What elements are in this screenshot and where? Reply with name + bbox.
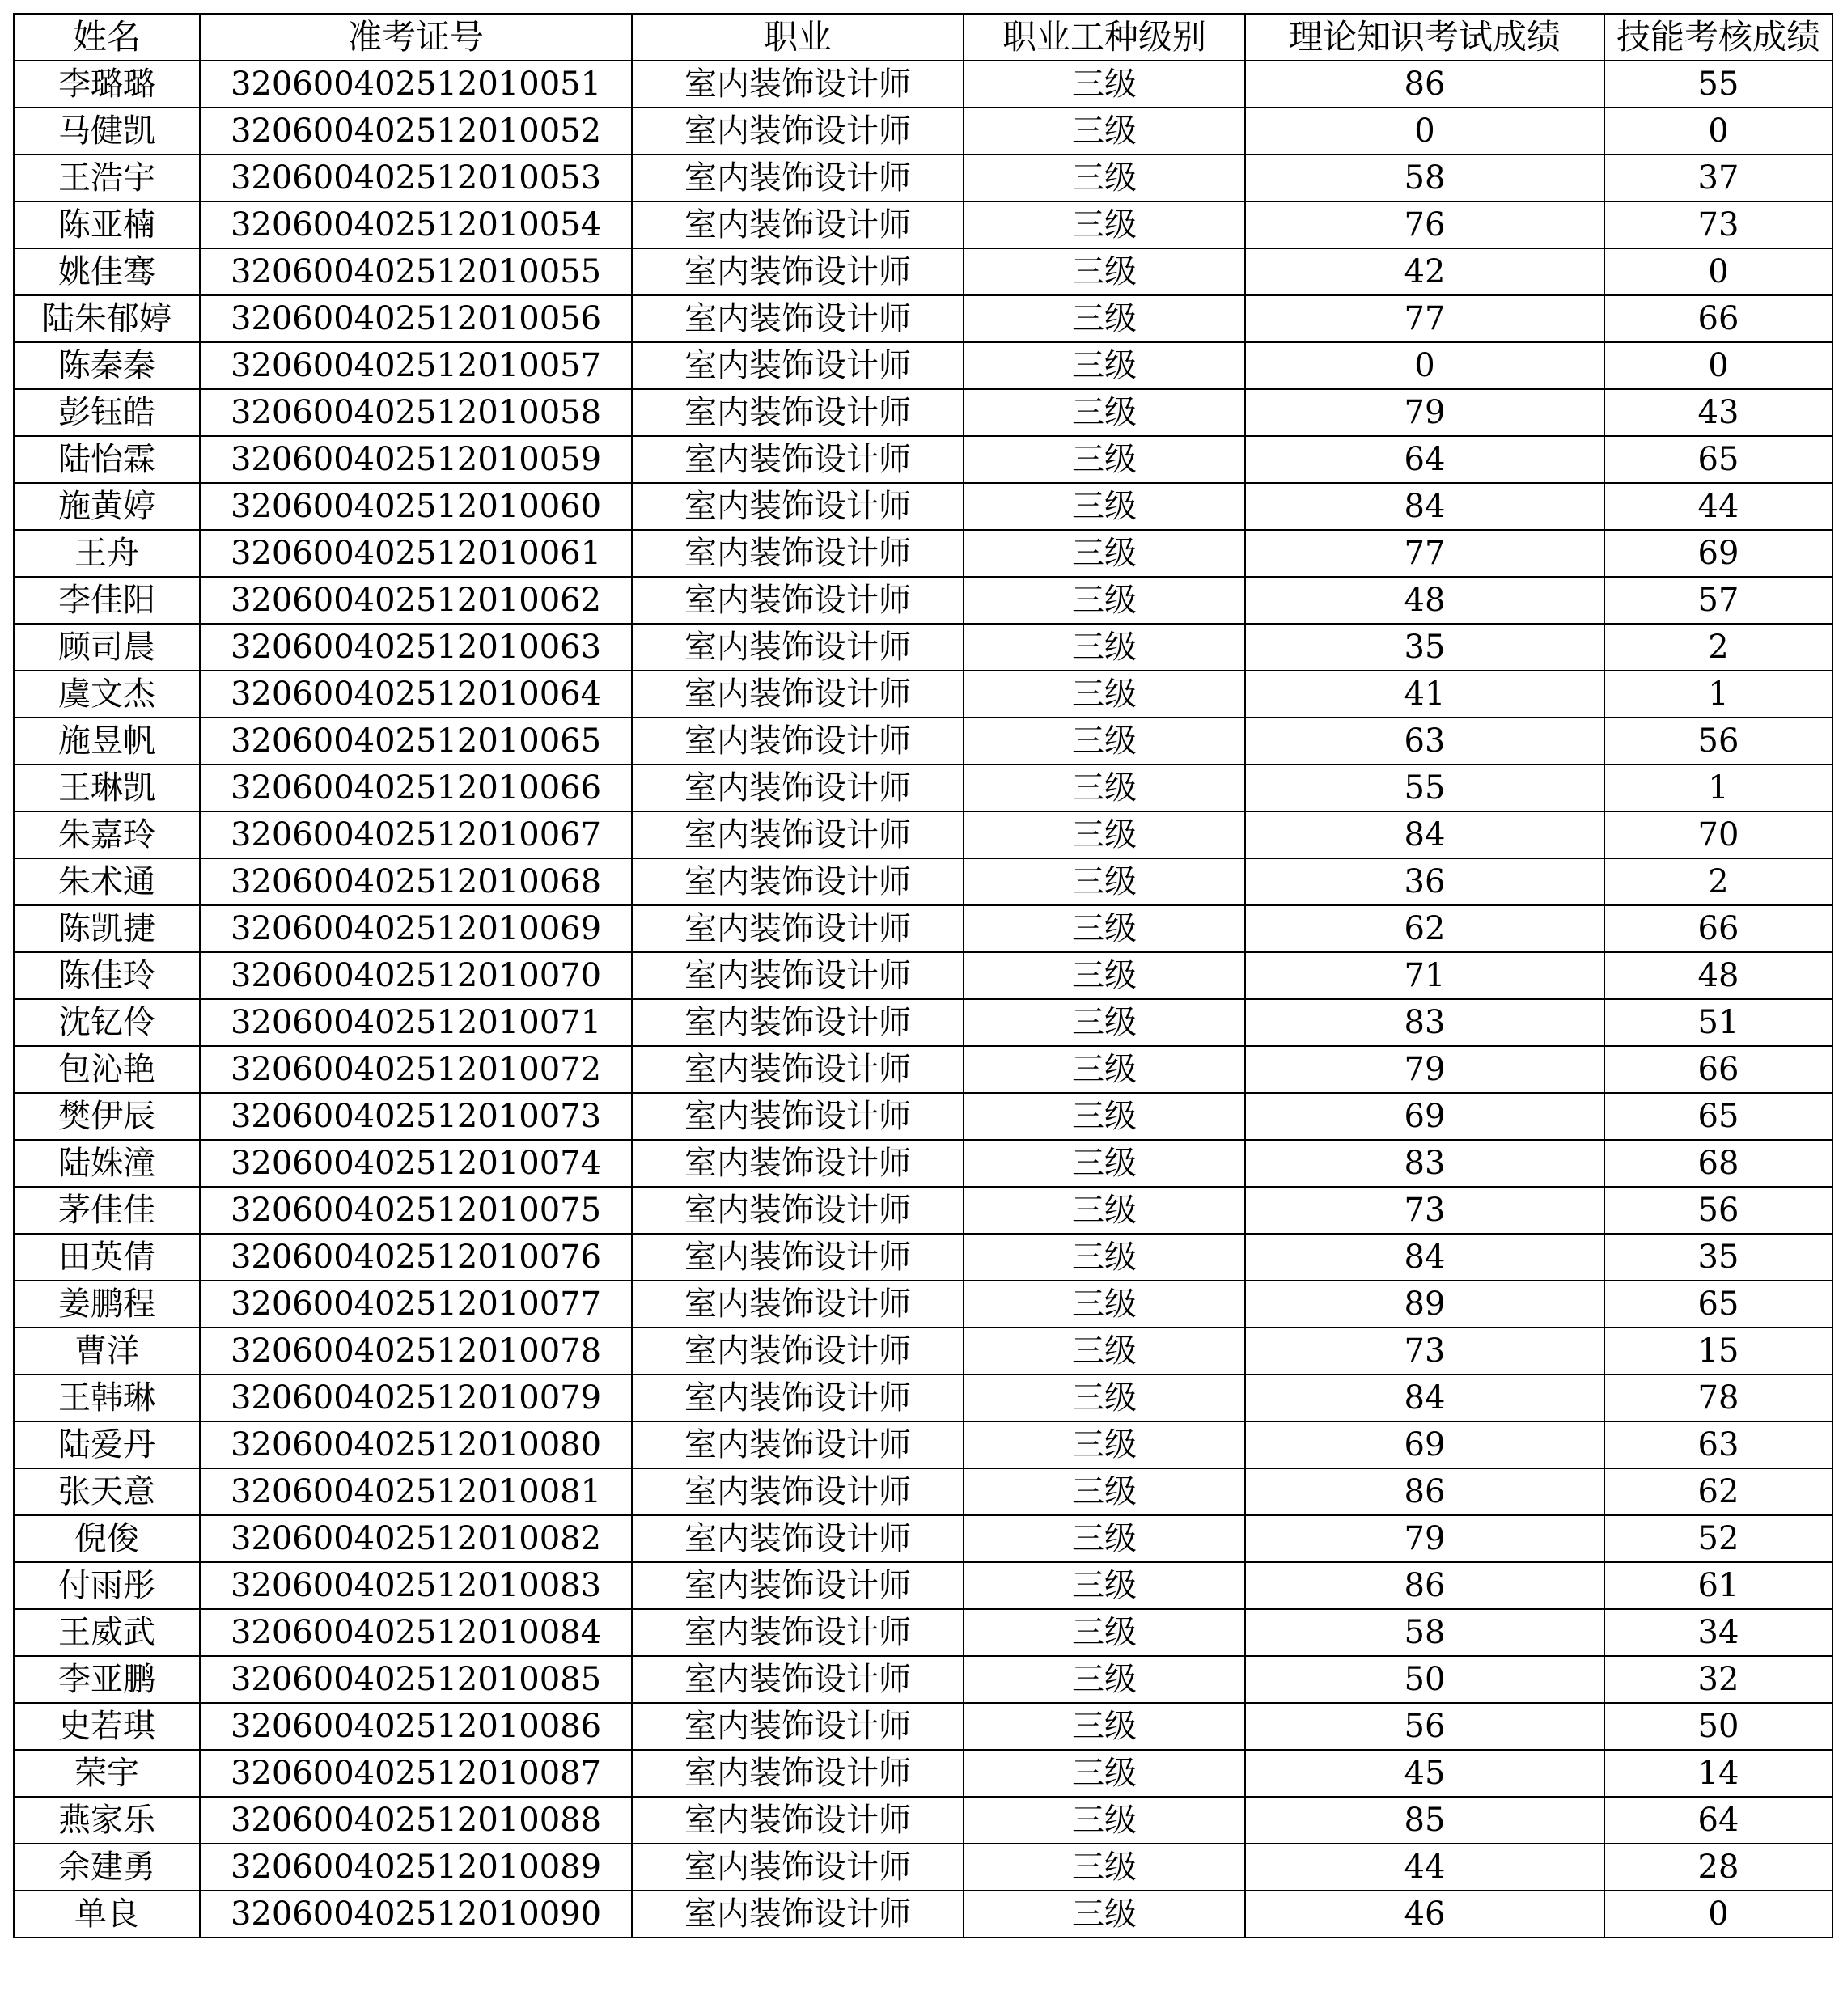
cell-exam-id: 320600402512010064: [200, 671, 632, 718]
cell-name: 燕家乐: [14, 1797, 200, 1844]
cell-exam-id: 320600402512010080: [200, 1421, 632, 1468]
cell-theory-score: 0: [1245, 108, 1604, 155]
cell-occupation: 室内装饰设计师: [632, 1891, 964, 1938]
cell-level: 三级: [964, 1750, 1245, 1797]
header-level: 职业工种级别: [964, 14, 1245, 61]
cell-exam-id: 320600402512010053: [200, 155, 632, 201]
cell-theory-score: 63: [1245, 718, 1604, 764]
cell-exam-id: 320600402512010063: [200, 624, 632, 671]
cell-occupation: 室内装饰设计师: [632, 952, 964, 999]
cell-skill-score: 66: [1604, 295, 1832, 342]
cell-name: 樊伊辰: [14, 1093, 200, 1140]
cell-name: 李佳阳: [14, 577, 200, 624]
cell-name: 陆爱丹: [14, 1421, 200, 1468]
cell-occupation: 室内装饰设计师: [632, 1421, 964, 1468]
cell-theory-score: 76: [1245, 201, 1604, 248]
cell-occupation: 室内装饰设计师: [632, 1515, 964, 1562]
header-skill-score: 技能考核成绩: [1604, 14, 1832, 61]
cell-name: 王琳凯: [14, 764, 200, 811]
cell-occupation: 室内装饰设计师: [632, 1093, 964, 1140]
cell-occupation: 室内装饰设计师: [632, 718, 964, 764]
score-sheet: [13, 13, 1832, 1938]
cell-exam-id: 320600402512010074: [200, 1140, 632, 1187]
cell-skill-score: 57: [1604, 577, 1832, 624]
cell-name: 付雨彤: [14, 1562, 200, 1609]
cell-name: 余建勇: [14, 1844, 200, 1891]
cell-occupation: 室内装饰设计师: [632, 389, 964, 436]
cell-theory-score: 86: [1245, 1562, 1604, 1609]
cell-occupation: 室内装饰设计师: [632, 1703, 964, 1750]
cell-level: 三级: [964, 1609, 1245, 1656]
cell-exam-id: 320600402512010087: [200, 1750, 632, 1797]
cell-level: 三级: [964, 1140, 1245, 1187]
header-occupation: 职业: [632, 14, 964, 61]
cell-level: 三级: [964, 1281, 1245, 1328]
table-row: [14, 1421, 1832, 1468]
cell-skill-score: 56: [1604, 1187, 1832, 1234]
cell-theory-score: 73: [1245, 1328, 1604, 1374]
cell-theory-score: 89: [1245, 1281, 1604, 1328]
cell-skill-score: 15: [1604, 1328, 1832, 1374]
cell-occupation: 室内装饰设计师: [632, 201, 964, 248]
table-row: [14, 1374, 1832, 1421]
table-row: [14, 1328, 1832, 1374]
cell-skill-score: 73: [1604, 201, 1832, 248]
cell-exam-id: 320600402512010066: [200, 764, 632, 811]
table-row: [14, 811, 1832, 858]
cell-name: 朱术通: [14, 858, 200, 905]
cell-skill-score: 64: [1604, 1797, 1832, 1844]
cell-occupation: 室内装饰设计师: [632, 295, 964, 342]
cell-exam-id: 320600402512010085: [200, 1656, 632, 1703]
cell-theory-score: 35: [1245, 624, 1604, 671]
table-row: [14, 1046, 1832, 1093]
cell-theory-score: 79: [1245, 389, 1604, 436]
cell-name: 彭钰皓: [14, 389, 200, 436]
cell-occupation: 室内装饰设计师: [632, 1609, 964, 1656]
cell-skill-score: 51: [1604, 999, 1832, 1046]
cell-theory-score: 45: [1245, 1750, 1604, 1797]
cell-skill-score: 66: [1604, 1046, 1832, 1093]
cell-occupation: 室内装饰设计师: [632, 108, 964, 155]
cell-theory-score: 77: [1245, 295, 1604, 342]
cell-theory-score: 48: [1245, 577, 1604, 624]
cell-name: 陆姝潼: [14, 1140, 200, 1187]
header-name: 姓名: [14, 14, 200, 61]
cell-occupation: 室内装饰设计师: [632, 1562, 964, 1609]
cell-occupation: 室内装饰设计师: [632, 1844, 964, 1891]
cell-theory-score: 73: [1245, 1187, 1604, 1234]
cell-skill-score: 44: [1604, 483, 1832, 530]
table-row: [14, 999, 1832, 1046]
table-row: [14, 1234, 1832, 1281]
cell-name: 马健凯: [14, 108, 200, 155]
cell-exam-id: 320600402512010069: [200, 905, 632, 952]
cell-theory-score: 77: [1245, 530, 1604, 577]
cell-exam-id: 320600402512010061: [200, 530, 632, 577]
cell-exam-id: 320600402512010057: [200, 342, 632, 389]
table-row: [14, 718, 1832, 764]
cell-skill-score: 52: [1604, 1515, 1832, 1562]
table-row: [14, 389, 1832, 436]
table-row: [14, 624, 1832, 671]
cell-level: 三级: [964, 1891, 1245, 1938]
cell-exam-id: 320600402512010084: [200, 1609, 632, 1656]
cell-skill-score: 35: [1604, 1234, 1832, 1281]
cell-occupation: 室内装饰设计师: [632, 1046, 964, 1093]
cell-skill-score: 50: [1604, 1703, 1832, 1750]
cell-occupation: 室内装饰设计师: [632, 1468, 964, 1515]
cell-name: 沈钇伶: [14, 999, 200, 1046]
cell-name: 陈秦秦: [14, 342, 200, 389]
table-row: [14, 1515, 1832, 1562]
table-row: [14, 764, 1832, 811]
cell-level: 三级: [964, 999, 1245, 1046]
cell-level: 三级: [964, 1468, 1245, 1515]
cell-name: 施昱帆: [14, 718, 200, 764]
cell-skill-score: 34: [1604, 1609, 1832, 1656]
cell-exam-id: 320600402512010052: [200, 108, 632, 155]
cell-skill-score: 56: [1604, 718, 1832, 764]
table-row: [14, 858, 1832, 905]
cell-level: 三级: [964, 436, 1245, 483]
cell-name: 田英倩: [14, 1234, 200, 1281]
cell-occupation: 室内装饰设计师: [632, 999, 964, 1046]
cell-exam-id: 320600402512010081: [200, 1468, 632, 1515]
cell-skill-score: 2: [1604, 858, 1832, 905]
cell-exam-id: 320600402512010079: [200, 1374, 632, 1421]
cell-name: 陈佳玲: [14, 952, 200, 999]
cell-occupation: 室内装饰设计师: [632, 1328, 964, 1374]
cell-exam-id: 320600402512010059: [200, 436, 632, 483]
table-row: [14, 577, 1832, 624]
cell-level: 三级: [964, 1562, 1245, 1609]
table-row: [14, 1281, 1832, 1328]
cell-theory-score: 69: [1245, 1421, 1604, 1468]
cell-theory-score: 69: [1245, 1093, 1604, 1140]
score-table: [13, 13, 1833, 1938]
cell-level: 三级: [964, 1234, 1245, 1281]
cell-name: 陈凯捷: [14, 905, 200, 952]
cell-occupation: 室内装饰设计师: [632, 858, 964, 905]
header-exam-id: 准考证号: [200, 14, 632, 61]
cell-name: 曹洋: [14, 1328, 200, 1374]
table-row: [14, 530, 1832, 577]
cell-level: 三级: [964, 201, 1245, 248]
table-row: [14, 1093, 1832, 1140]
cell-occupation: 室内装饰设计师: [632, 905, 964, 952]
cell-name: 李亚鹏: [14, 1656, 200, 1703]
cell-exam-id: 320600402512010082: [200, 1515, 632, 1562]
cell-exam-id: 320600402512010060: [200, 483, 632, 530]
table-row: [14, 1562, 1832, 1609]
cell-level: 三级: [964, 483, 1245, 530]
cell-level: 三级: [964, 1187, 1245, 1234]
table-row: [14, 671, 1832, 718]
cell-exam-id: 320600402512010065: [200, 718, 632, 764]
cell-theory-score: 84: [1245, 1234, 1604, 1281]
cell-theory-score: 36: [1245, 858, 1604, 905]
cell-exam-id: 320600402512010090: [200, 1891, 632, 1938]
table-row: [14, 483, 1832, 530]
cell-theory-score: 86: [1245, 61, 1604, 108]
cell-level: 三级: [964, 108, 1245, 155]
cell-skill-score: 48: [1604, 952, 1832, 999]
cell-skill-score: 62: [1604, 1468, 1832, 1515]
table-row: [14, 1703, 1832, 1750]
cell-theory-score: 84: [1245, 811, 1604, 858]
table-row: [14, 1844, 1832, 1891]
cell-name: 倪俊: [14, 1515, 200, 1562]
table-row: [14, 1797, 1832, 1844]
cell-skill-score: 0: [1604, 1891, 1832, 1938]
cell-name: 施黄婷: [14, 483, 200, 530]
cell-skill-score: 1: [1604, 671, 1832, 718]
cell-exam-id: 320600402512010055: [200, 248, 632, 295]
cell-name: 姜鹏程: [14, 1281, 200, 1328]
cell-occupation: 室内装饰设计师: [632, 577, 964, 624]
cell-level: 三级: [964, 1844, 1245, 1891]
cell-occupation: 室内装饰设计师: [632, 764, 964, 811]
cell-level: 三级: [964, 1703, 1245, 1750]
cell-theory-score: 83: [1245, 1140, 1604, 1187]
cell-level: 三级: [964, 811, 1245, 858]
cell-exam-id: 320600402512010076: [200, 1234, 632, 1281]
cell-level: 三级: [964, 858, 1245, 905]
table-row: [14, 905, 1832, 952]
cell-level: 三级: [964, 342, 1245, 389]
cell-level: 三级: [964, 1046, 1245, 1093]
cell-skill-score: 55: [1604, 61, 1832, 108]
cell-theory-score: 79: [1245, 1046, 1604, 1093]
cell-name: 史若琪: [14, 1703, 200, 1750]
cell-skill-score: 65: [1604, 1093, 1832, 1140]
table-row: [14, 108, 1832, 155]
cell-occupation: 室内装饰设计师: [632, 1281, 964, 1328]
cell-level: 三级: [964, 905, 1245, 952]
cell-skill-score: 68: [1604, 1140, 1832, 1187]
cell-level: 三级: [964, 1421, 1245, 1468]
cell-theory-score: 71: [1245, 952, 1604, 999]
table-row: [14, 952, 1832, 999]
cell-skill-score: 61: [1604, 1562, 1832, 1609]
cell-exam-id: 320600402512010067: [200, 811, 632, 858]
cell-level: 三级: [964, 1093, 1245, 1140]
cell-exam-id: 320600402512010083: [200, 1562, 632, 1609]
cell-exam-id: 320600402512010062: [200, 577, 632, 624]
cell-occupation: 室内装饰设计师: [632, 624, 964, 671]
cell-level: 三级: [964, 1328, 1245, 1374]
cell-skill-score: 1: [1604, 764, 1832, 811]
table-row: [14, 1656, 1832, 1703]
cell-level: 三级: [964, 155, 1245, 201]
cell-occupation: 室内装饰设计师: [632, 1374, 964, 1421]
cell-level: 三级: [964, 1374, 1245, 1421]
cell-skill-score: 32: [1604, 1656, 1832, 1703]
cell-name: 陆怡霖: [14, 436, 200, 483]
cell-occupation: 室内装饰设计师: [632, 1656, 964, 1703]
table-row: [14, 248, 1832, 295]
table-row: [14, 1750, 1832, 1797]
cell-name: 顾司晨: [14, 624, 200, 671]
cell-exam-id: 320600402512010071: [200, 999, 632, 1046]
cell-name: 虞文杰: [14, 671, 200, 718]
cell-level: 三级: [964, 248, 1245, 295]
cell-occupation: 室内装饰设计师: [632, 671, 964, 718]
cell-level: 三级: [964, 295, 1245, 342]
cell-exam-id: 320600402512010068: [200, 858, 632, 905]
cell-theory-score: 56: [1245, 1703, 1604, 1750]
cell-name: 李璐璐: [14, 61, 200, 108]
cell-theory-score: 42: [1245, 248, 1604, 295]
table-row: [14, 295, 1832, 342]
header-theory-score: 理论知识考试成绩: [1245, 14, 1604, 61]
cell-skill-score: 65: [1604, 1281, 1832, 1328]
cell-skill-score: 0: [1604, 248, 1832, 295]
cell-level: 三级: [964, 61, 1245, 108]
cell-occupation: 室内装饰设计师: [632, 530, 964, 577]
cell-name: 单良: [14, 1891, 200, 1938]
cell-level: 三级: [964, 952, 1245, 999]
cell-theory-score: 46: [1245, 1891, 1604, 1938]
cell-theory-score: 58: [1245, 155, 1604, 201]
table-row: [14, 342, 1832, 389]
cell-exam-id: 320600402512010089: [200, 1844, 632, 1891]
header-row: [14, 14, 1832, 61]
cell-level: 三级: [964, 1656, 1245, 1703]
table-row: [14, 1187, 1832, 1234]
cell-theory-score: 58: [1245, 1609, 1604, 1656]
cell-exam-id: 320600402512010072: [200, 1046, 632, 1093]
table-row: [14, 1609, 1832, 1656]
cell-level: 三级: [964, 530, 1245, 577]
cell-exam-id: 320600402512010054: [200, 201, 632, 248]
cell-theory-score: 84: [1245, 1374, 1604, 1421]
cell-theory-score: 84: [1245, 483, 1604, 530]
cell-occupation: 室内装饰设计师: [632, 1140, 964, 1187]
cell-exam-id: 320600402512010070: [200, 952, 632, 999]
cell-occupation: 室内装饰设计师: [632, 1187, 964, 1234]
cell-occupation: 室内装饰设计师: [632, 483, 964, 530]
cell-occupation: 室内装饰设计师: [632, 1750, 964, 1797]
cell-theory-score: 0: [1245, 342, 1604, 389]
cell-name: 茅佳佳: [14, 1187, 200, 1234]
cell-skill-score: 65: [1604, 436, 1832, 483]
cell-skill-score: 43: [1604, 389, 1832, 436]
table-body: [14, 61, 1832, 1938]
cell-theory-score: 86: [1245, 1468, 1604, 1515]
cell-exam-id: 320600402512010051: [200, 61, 632, 108]
cell-name: 朱嘉玲: [14, 811, 200, 858]
cell-name: 姚佳骞: [14, 248, 200, 295]
cell-occupation: 室内装饰设计师: [632, 155, 964, 201]
cell-name: 王浩宇: [14, 155, 200, 201]
cell-level: 三级: [964, 718, 1245, 764]
cell-theory-score: 85: [1245, 1797, 1604, 1844]
cell-name: 王威武: [14, 1609, 200, 1656]
table-row: [14, 61, 1832, 108]
cell-skill-score: 66: [1604, 905, 1832, 952]
cell-theory-score: 79: [1245, 1515, 1604, 1562]
cell-level: 三级: [964, 624, 1245, 671]
cell-theory-score: 62: [1245, 905, 1604, 952]
cell-level: 三级: [964, 1797, 1245, 1844]
cell-exam-id: 320600402512010058: [200, 389, 632, 436]
cell-theory-score: 55: [1245, 764, 1604, 811]
cell-skill-score: 78: [1604, 1374, 1832, 1421]
cell-exam-id: 320600402512010056: [200, 295, 632, 342]
cell-level: 三级: [964, 577, 1245, 624]
cell-exam-id: 320600402512010077: [200, 1281, 632, 1328]
cell-name: 包沁艳: [14, 1046, 200, 1093]
cell-name: 荣宇: [14, 1750, 200, 1797]
cell-name: 陈亚楠: [14, 201, 200, 248]
cell-name: 陆朱郁婷: [14, 295, 200, 342]
cell-name: 王舟: [14, 530, 200, 577]
cell-skill-score: 28: [1604, 1844, 1832, 1891]
table-row: [14, 201, 1832, 248]
cell-level: 三级: [964, 764, 1245, 811]
cell-occupation: 室内装饰设计师: [632, 248, 964, 295]
table-row: [14, 1140, 1832, 1187]
table-row: [14, 436, 1832, 483]
cell-skill-score: 0: [1604, 342, 1832, 389]
cell-occupation: 室内装饰设计师: [632, 61, 964, 108]
table-row: [14, 155, 1832, 201]
cell-exam-id: 320600402512010075: [200, 1187, 632, 1234]
cell-exam-id: 320600402512010078: [200, 1328, 632, 1374]
cell-theory-score: 50: [1245, 1656, 1604, 1703]
cell-skill-score: 69: [1604, 530, 1832, 577]
cell-name: 王韩琳: [14, 1374, 200, 1421]
cell-name: 张天意: [14, 1468, 200, 1515]
cell-level: 三级: [964, 389, 1245, 436]
cell-exam-id: 320600402512010088: [200, 1797, 632, 1844]
cell-exam-id: 320600402512010086: [200, 1703, 632, 1750]
cell-skill-score: 14: [1604, 1750, 1832, 1797]
cell-occupation: 室内装饰设计师: [632, 811, 964, 858]
cell-level: 三级: [964, 671, 1245, 718]
cell-theory-score: 64: [1245, 436, 1604, 483]
cell-occupation: 室内装饰设计师: [632, 1234, 964, 1281]
cell-occupation: 室内装饰设计师: [632, 1797, 964, 1844]
cell-occupation: 室内装饰设计师: [632, 342, 964, 389]
cell-theory-score: 83: [1245, 999, 1604, 1046]
cell-skill-score: 37: [1604, 155, 1832, 201]
cell-skill-score: 0: [1604, 108, 1832, 155]
cell-exam-id: 320600402512010073: [200, 1093, 632, 1140]
cell-level: 三级: [964, 1515, 1245, 1562]
cell-theory-score: 41: [1245, 671, 1604, 718]
table-row: [14, 1891, 1832, 1938]
cell-skill-score: 63: [1604, 1421, 1832, 1468]
cell-skill-score: 2: [1604, 624, 1832, 671]
cell-skill-score: 70: [1604, 811, 1832, 858]
table-row: [14, 1468, 1832, 1515]
cell-theory-score: 44: [1245, 1844, 1604, 1891]
cell-occupation: 室内装饰设计师: [632, 436, 964, 483]
